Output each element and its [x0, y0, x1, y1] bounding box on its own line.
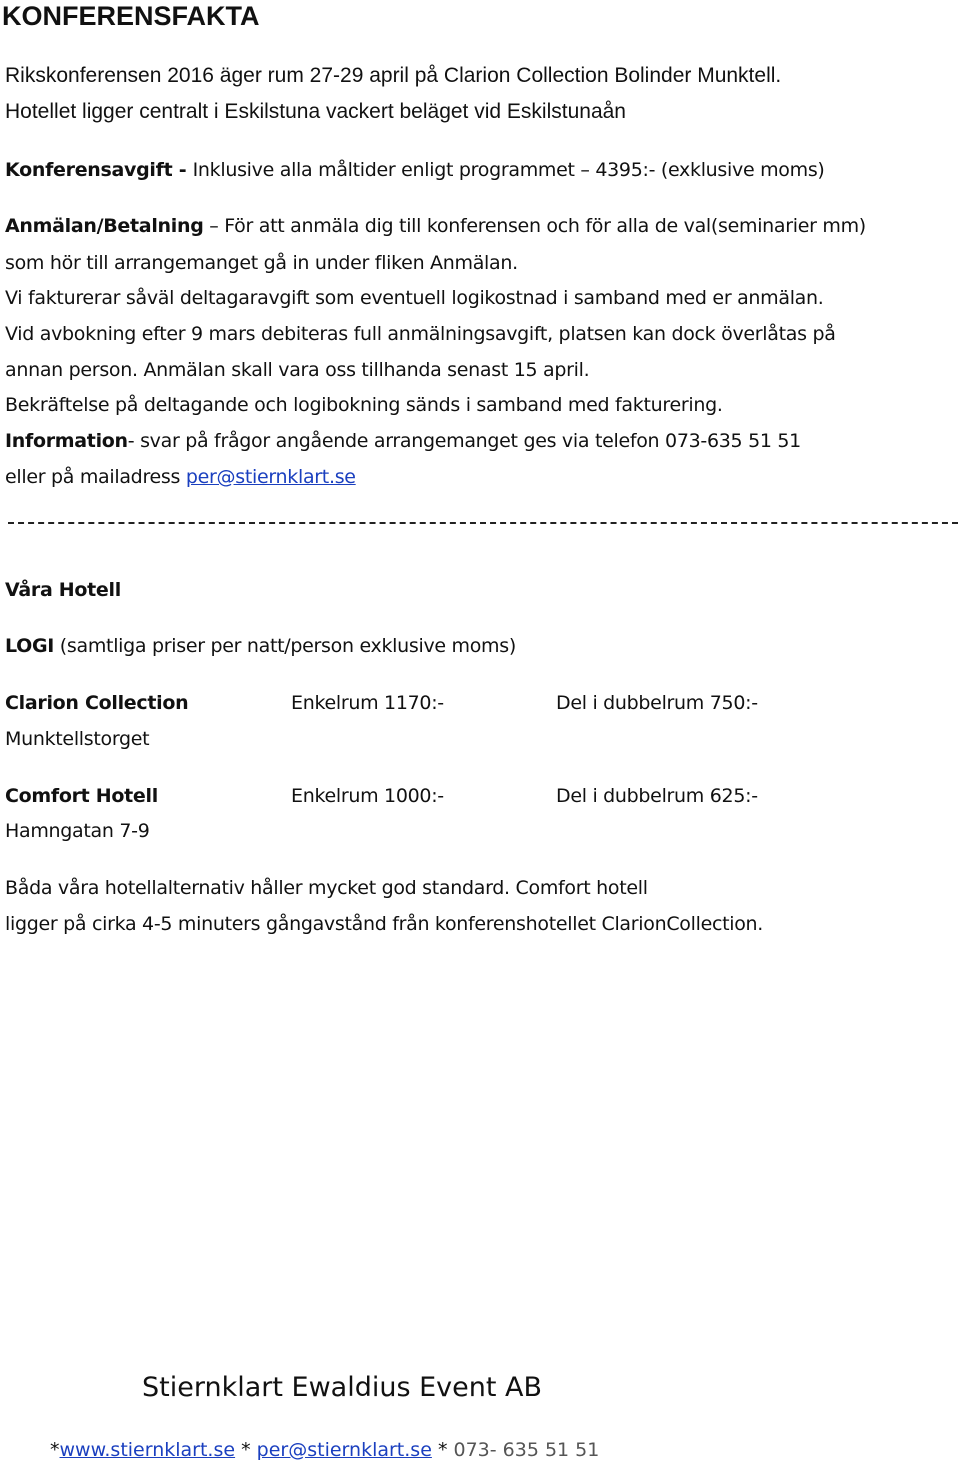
hotel-name: Comfort Hotell: [5, 785, 158, 807]
information-label: Information: [5, 430, 128, 452]
registration-line-5: annan person. Anmälan skall vara oss tillhanda senast 15 april.: [5, 359, 590, 381]
hotel-double-price: Del i dubbelrum 625:-: [556, 785, 758, 807]
footer-separator: *: [50, 1439, 60, 1461]
footer-contact: [50, 1436, 599, 1464]
intro-line-1: Rikskonferensen 2016 äger rum 27-29 april på Clarion Collection Bolinder Munktell.: [5, 64, 782, 87]
information-line-2: [5, 463, 356, 491]
fee-paragraph: [5, 156, 825, 184]
hotels-note-line-1: Båda våra hotellalternativ håller mycket god standard. Comfort hotell: [5, 877, 648, 899]
hotel-address: Munktellstorget: [5, 728, 150, 750]
registration-text-1: – För att anmäla dig till konferensen och för alla de val(seminarier mm): [203, 215, 866, 237]
fee-text: Inklusive alla måltider enligt programmet – 4395:- (exklusive moms): [192, 159, 825, 181]
registration-line-6: Bekräftelse på deltagande och logibokning sänds i samband med fakturering.: [5, 394, 723, 416]
logi-text: (samtliga priser per natt/person exklusive moms): [54, 635, 516, 657]
information-email-prefix: eller på mailadress: [5, 466, 186, 488]
footer-website-link[interactable]: www.stiernklart.se: [59, 1439, 236, 1461]
information-line-1: [5, 427, 801, 455]
registration-line-4: Vid avbokning efter 9 mars debiteras full anmälningsavgift, platsen kan dock överlåtas på: [5, 323, 836, 345]
footer-separator: *: [241, 1439, 251, 1461]
hotel-address: Hamngatan 7-9: [5, 820, 150, 842]
information-email-link[interactable]: per@stiernklart.se: [185, 466, 356, 488]
fee-label: Konferensavgift -: [5, 159, 193, 181]
page-title: KONFERENSFAKTA: [2, 1, 260, 31]
dashed-divider: [8, 522, 958, 524]
footer-separator: *: [437, 1439, 448, 1461]
hotels-note-line-2: ligger på cirka 4-5 minuters gångavstånd från konferenshotellet ClarionCollection.: [5, 913, 764, 935]
hotel-name: Clarion Collection: [5, 692, 189, 714]
hotel-single-price: Enkelrum 1000:-: [291, 785, 444, 807]
footer-phone: 073- 635 51 51: [453, 1439, 600, 1461]
intro-line-2: Hotellet ligger centralt i Eskilstuna vackert beläget vid Eskilstunaån: [5, 100, 626, 123]
registration-label: Anmälan/Betalning: [5, 215, 204, 237]
registration-line-3: Vi fakturerar såväl deltagaravgift som eventuell logikostnad i samband med er anmälan.: [5, 287, 824, 309]
hotel-single-price: Enkelrum 1170:-: [291, 692, 444, 714]
hotels-heading: Våra Hotell: [5, 579, 121, 601]
registration-line-2: som hör till arrangemanget gå in under fliken Anmälan.: [5, 252, 518, 274]
hotel-double-price: Del i dubbelrum 750:-: [556, 692, 758, 714]
logi-label: LOGI: [5, 635, 55, 657]
footer-email-link[interactable]: per@stiernklart.se: [256, 1439, 432, 1461]
company-name: Stiernklart Ewaldius Event AB: [142, 1372, 543, 1403]
logi-line: [5, 632, 516, 660]
information-text: - svar på frågor angående arrangemanget ges via telefon 073-635 51 51: [127, 430, 801, 452]
registration-line-1: [5, 212, 866, 240]
